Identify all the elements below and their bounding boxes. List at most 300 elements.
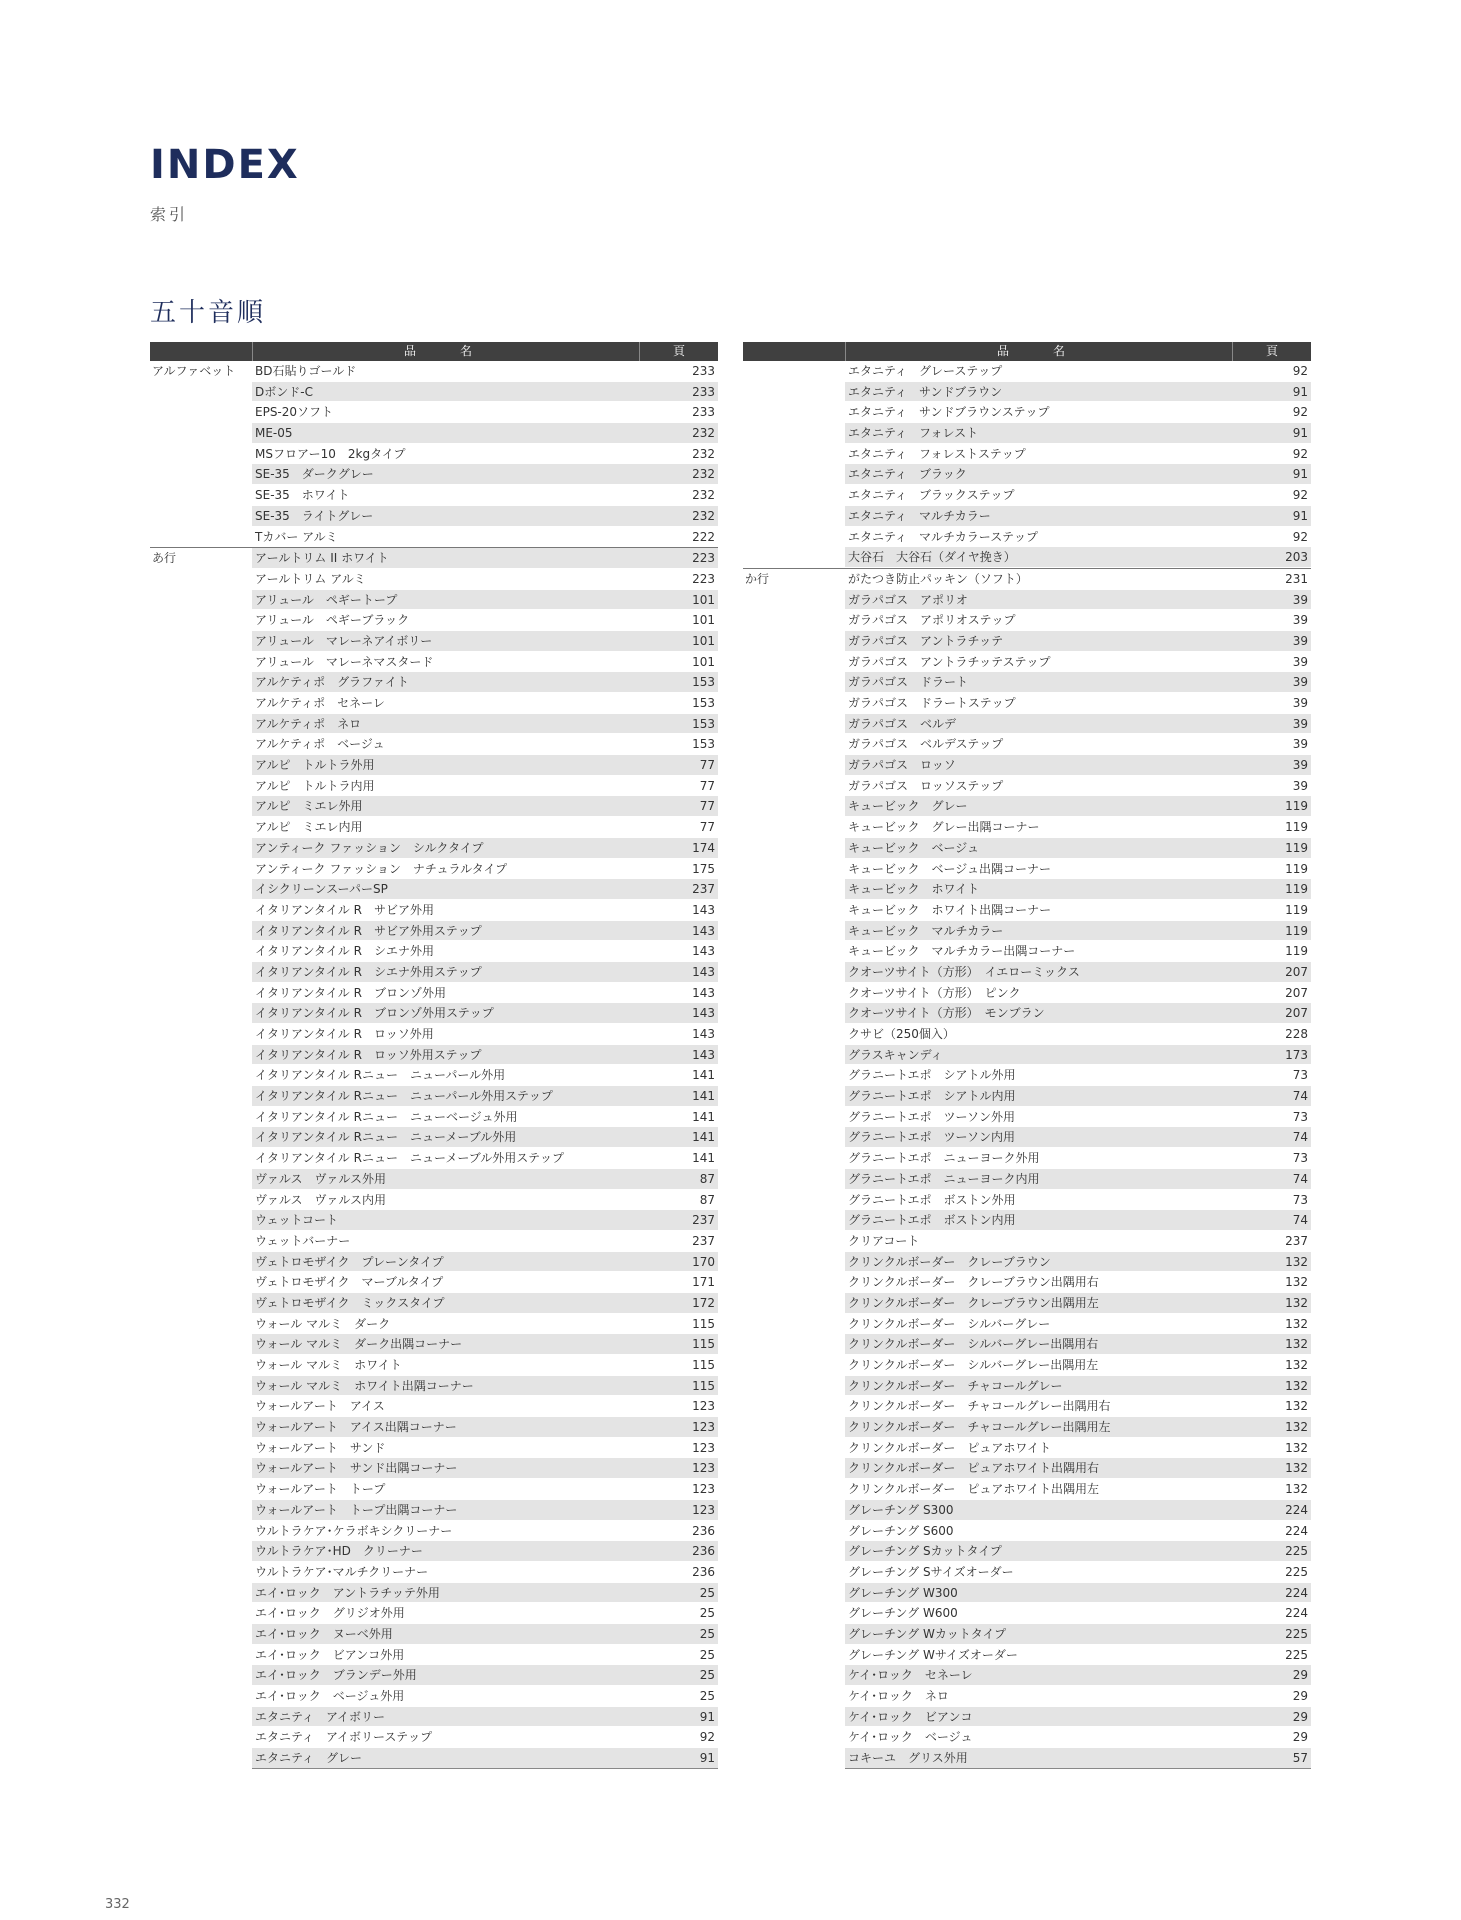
group-label — [150, 983, 252, 1004]
group-label — [150, 817, 252, 838]
item-page: 170 — [640, 1252, 718, 1273]
item-name: エイ･ロック ビアンコ外用 — [252, 1645, 640, 1666]
item-name: キュービック ホワイト — [845, 879, 1233, 900]
group-label — [150, 506, 252, 527]
item-name: キュービック グレー — [845, 796, 1233, 817]
table-row — [150, 1169, 718, 1190]
table-row — [150, 1645, 718, 1666]
item-name: BD石貼りゴールド — [252, 361, 640, 382]
table-row — [150, 838, 718, 859]
table-row — [743, 382, 1311, 403]
item-page: 57 — [1233, 1748, 1311, 1769]
item-name: ケイ･ロック ネロ — [845, 1686, 1233, 1707]
item-name: アルケティポ グラファイト — [252, 672, 640, 693]
item-name: SE-35 ホワイト — [252, 485, 640, 506]
group-label — [743, 1334, 845, 1355]
item-name: イタリアンタイル R シエナ外用 — [252, 941, 640, 962]
item-name: アリュール マレーネアイボリー — [252, 631, 640, 652]
group-label — [150, 631, 252, 652]
item-page: 172 — [640, 1293, 718, 1314]
item-name: SE-35 ライトグレー — [252, 506, 640, 527]
item-name: キュービック マルチカラー出隅コーナー — [845, 941, 1233, 962]
item-page: 29 — [1233, 1727, 1311, 1748]
item-page: 123 — [640, 1500, 718, 1521]
group-label — [743, 1148, 845, 1169]
table-row — [743, 1521, 1311, 1542]
item-page: 25 — [640, 1645, 718, 1666]
item-name: アルケティポ セネーレ — [252, 693, 640, 714]
item-name: ヴァルス ヴァルス外用 — [252, 1169, 640, 1190]
item-page: 119 — [1233, 817, 1311, 838]
item-name: エタニティ ブラックステップ — [845, 485, 1233, 506]
item-page: 141 — [640, 1148, 718, 1169]
table-row — [150, 506, 718, 527]
item-page: 74 — [1233, 1127, 1311, 1148]
item-name: ヴェトロモザイク マーブルタイプ — [252, 1272, 640, 1293]
item-page: 92 — [640, 1727, 718, 1748]
item-page: 39 — [1233, 734, 1311, 755]
table-row — [150, 444, 718, 465]
item-name: イタリアンタイル R シエナ外用ステップ — [252, 962, 640, 983]
group-label — [743, 631, 845, 652]
table-row — [150, 1334, 718, 1355]
table-row — [743, 1665, 1311, 1686]
group-label — [743, 610, 845, 631]
table-row — [743, 962, 1311, 983]
group-label — [150, 382, 252, 403]
item-page: 39 — [1233, 672, 1311, 693]
group-label — [743, 1624, 845, 1645]
group-label — [743, 776, 845, 797]
item-page: 207 — [1233, 1003, 1311, 1024]
group-label — [150, 1107, 252, 1128]
item-name: イタリアンタイル Rニュー ニューパール外用 — [252, 1065, 640, 1086]
item-page: 231 — [1233, 569, 1311, 590]
item-name: グラニートエポ ニューヨーク内用 — [845, 1169, 1233, 1190]
group-label — [150, 610, 252, 631]
item-name: クリンクルボーダー ピュアホワイト — [845, 1438, 1233, 1459]
table-row — [150, 382, 718, 403]
table-row — [150, 485, 718, 506]
item-name: ウォール マルミ ダーク — [252, 1314, 640, 1335]
item-name: ウォールアート アイス出隅コーナー — [252, 1417, 640, 1438]
group-label — [743, 527, 845, 548]
table-row — [743, 838, 1311, 859]
group-label — [743, 1252, 845, 1273]
item-page: 77 — [640, 776, 718, 797]
group-label — [743, 1045, 845, 1066]
table-row — [743, 1686, 1311, 1707]
item-name: ガラパゴス アポリオステップ — [845, 610, 1233, 631]
table-row — [743, 423, 1311, 444]
item-page: 74 — [1233, 1210, 1311, 1231]
group-label — [743, 547, 845, 568]
table-row — [150, 1500, 718, 1521]
table-row — [150, 631, 718, 652]
table-row — [150, 1541, 718, 1562]
item-page: 25 — [640, 1665, 718, 1686]
item-page: 143 — [640, 1003, 718, 1024]
table-row — [150, 1231, 718, 1252]
group-label — [743, 1190, 845, 1211]
group-label — [150, 1458, 252, 1479]
item-name: EPS-20ソフト — [252, 402, 640, 423]
item-name: グラスキャンディ — [845, 1045, 1233, 1066]
item-page: 39 — [1233, 652, 1311, 673]
item-page: 39 — [1233, 590, 1311, 611]
item-page: 236 — [640, 1521, 718, 1542]
table-row — [150, 921, 718, 942]
group-label — [150, 1314, 252, 1335]
item-name: クリンクルボーダー ピュアホワイト出隅用右 — [845, 1458, 1233, 1479]
item-name: グレーチング S300 — [845, 1500, 1233, 1521]
item-name: Tカバー アルミ — [252, 527, 640, 548]
table-row — [743, 1603, 1311, 1624]
table-row — [743, 859, 1311, 880]
item-page: 232 — [640, 485, 718, 506]
item-name: ウォール マルミ ダーク出隅コーナー — [252, 1334, 640, 1355]
header-name: 品 名 — [252, 342, 640, 361]
item-name: アンティーク ファッション ナチュラルタイプ — [252, 859, 640, 880]
item-name: ヴァルス ヴァルス内用 — [252, 1190, 640, 1211]
item-name: エタニティ フォレスト — [845, 423, 1233, 444]
item-name: グラニートエポ シアトル外用 — [845, 1065, 1233, 1086]
table-row — [743, 776, 1311, 797]
item-name: グラニートエポ ボストン内用 — [845, 1210, 1233, 1231]
item-page: 39 — [1233, 714, 1311, 735]
section-heading: 五十音順 — [150, 298, 267, 328]
item-name: エイ･ロック ベージュ外用 — [252, 1686, 640, 1707]
item-page: 143 — [640, 962, 718, 983]
item-page: 225 — [1233, 1645, 1311, 1666]
item-page: 237 — [1233, 1231, 1311, 1252]
item-page: 224 — [1233, 1583, 1311, 1604]
item-name: アルピ トルトラ外用 — [252, 755, 640, 776]
item-name: ウェットコート — [252, 1210, 640, 1231]
item-page: 119 — [1233, 900, 1311, 921]
item-page: 223 — [640, 548, 718, 569]
group-label — [743, 361, 845, 382]
item-name: グラニートエポ シアトル内用 — [845, 1086, 1233, 1107]
item-name: ガラパゴス ロッソステップ — [845, 776, 1233, 797]
table-row — [743, 590, 1311, 611]
group-label — [743, 1583, 845, 1604]
item-name: グレーチング Wカットタイプ — [845, 1624, 1233, 1645]
item-page: 25 — [640, 1624, 718, 1645]
group-label — [743, 1707, 845, 1728]
item-page: 119 — [1233, 879, 1311, 900]
item-name: グラニートエポ ツーソン外用 — [845, 1107, 1233, 1128]
table-row — [743, 527, 1311, 548]
group-label — [150, 1707, 252, 1728]
item-page: 87 — [640, 1169, 718, 1190]
table-header — [743, 342, 1311, 361]
item-name: グレーチング Sサイズオーダー — [845, 1562, 1233, 1583]
table-row — [150, 1024, 718, 1045]
item-name: エタニティ サンドブラウン — [845, 382, 1233, 403]
item-name: グレーチング S600 — [845, 1521, 1233, 1542]
item-name: エタニティ ブラック — [845, 464, 1233, 485]
group-label — [743, 1521, 845, 1542]
item-name: エタニティ マルチカラー — [845, 506, 1233, 527]
item-name: SE-35 ダークグレー — [252, 464, 640, 485]
table-row — [743, 610, 1311, 631]
item-name: クリンクルボーダー シルバーグレー — [845, 1314, 1233, 1335]
page-title: INDEX — [150, 142, 300, 188]
group-label — [743, 1086, 845, 1107]
table-row — [743, 402, 1311, 423]
item-name: ウルトラケア･HD クリーナー — [252, 1541, 640, 1562]
table-row — [150, 610, 718, 631]
item-name: ケイ･ロック ビアンコ — [845, 1707, 1233, 1728]
table-row — [743, 983, 1311, 1004]
item-name: グラニートエポ ニューヨーク外用 — [845, 1148, 1233, 1169]
table-row — [150, 1314, 718, 1335]
header-page: 頁 — [1265, 344, 1278, 358]
item-name: キュービック マルチカラー — [845, 921, 1233, 942]
group-label — [150, 402, 252, 423]
item-page: 101 — [640, 610, 718, 631]
table-row — [743, 1231, 1311, 1252]
group-label — [150, 1127, 252, 1148]
table-row — [150, 796, 718, 817]
item-name: エタニティ グレー — [252, 1748, 640, 1769]
group-label — [743, 714, 845, 735]
group-label — [743, 1727, 845, 1748]
table-row — [150, 1479, 718, 1500]
item-name: Dボンド-C — [252, 382, 640, 403]
item-page: 132 — [1233, 1314, 1311, 1335]
table-row — [743, 1169, 1311, 1190]
table-row — [150, 1148, 718, 1169]
item-page: 143 — [640, 921, 718, 942]
item-name: エイ･ロック ヌーベ外用 — [252, 1624, 640, 1645]
group-label — [150, 1231, 252, 1252]
item-name: イタリアンタイル R ロッソ外用 — [252, 1024, 640, 1045]
item-name: エイ･ロック アントラチッテ外用 — [252, 1583, 640, 1604]
table-row — [150, 1107, 718, 1128]
table-body — [150, 361, 718, 1769]
group-label — [150, 859, 252, 880]
table-row — [150, 1396, 718, 1417]
table-row — [150, 1003, 718, 1024]
table-row — [743, 1541, 1311, 1562]
table-row — [743, 1500, 1311, 1521]
group-label — [743, 859, 845, 880]
item-name: グラニートエポ ツーソン内用 — [845, 1127, 1233, 1148]
item-name: ケイ･ロック ベージュ — [845, 1727, 1233, 1748]
group-label — [743, 423, 845, 444]
item-name: キュービック ホワイト出隅コーナー — [845, 900, 1233, 921]
group-label — [743, 1003, 845, 1024]
group-label — [743, 1500, 845, 1521]
group-label — [150, 1190, 252, 1211]
item-name: ウォールアート アイス — [252, 1396, 640, 1417]
table-row — [743, 1376, 1311, 1397]
group-label — [743, 1603, 845, 1624]
item-page: 173 — [1233, 1045, 1311, 1066]
group-label — [150, 879, 252, 900]
item-name: エタニティ マルチカラーステップ — [845, 527, 1233, 548]
table-header — [150, 342, 718, 361]
group-label — [150, 1355, 252, 1376]
item-page: 123 — [640, 1417, 718, 1438]
group-label — [150, 444, 252, 465]
item-name: コキーユ グリス外用 — [845, 1748, 1233, 1769]
item-page: 153 — [640, 734, 718, 755]
item-page: 233 — [640, 402, 718, 423]
group-label — [743, 1210, 845, 1231]
group-label — [150, 1624, 252, 1645]
item-page: 141 — [640, 1086, 718, 1107]
item-page: 224 — [1233, 1521, 1311, 1542]
item-name: ガラパゴス アントラチッテステップ — [845, 652, 1233, 673]
item-name: ガラパゴス ロッソ — [845, 755, 1233, 776]
item-page: 153 — [640, 672, 718, 693]
item-name: ガラパゴス ドラートステップ — [845, 693, 1233, 714]
item-page: 92 — [1233, 444, 1311, 465]
item-page: 92 — [1233, 361, 1311, 382]
group-label — [150, 569, 252, 590]
table-row — [743, 1024, 1311, 1045]
group-label — [743, 1417, 845, 1438]
item-name: イタリアンタイル Rニュー ニューベージュ外用 — [252, 1107, 640, 1128]
item-page: 132 — [1233, 1252, 1311, 1273]
item-page: 29 — [1233, 1665, 1311, 1686]
table-row — [150, 1438, 718, 1459]
group-label — [743, 1645, 845, 1666]
header-name: 品 名 — [845, 342, 1233, 361]
item-page: 119 — [1233, 859, 1311, 880]
item-name: ガラパゴス アポリオ — [845, 590, 1233, 611]
item-name: イタリアンタイル R サビア外用ステップ — [252, 921, 640, 942]
group-label — [150, 714, 252, 735]
item-name: ウォール マルミ ホワイト — [252, 1355, 640, 1376]
item-name: アルケティポ ネロ — [252, 714, 640, 735]
table-row — [150, 776, 718, 797]
table-row — [150, 464, 718, 485]
table-row — [150, 1521, 718, 1542]
item-page: 119 — [1233, 796, 1311, 817]
group-label — [743, 1024, 845, 1045]
table-row — [743, 1707, 1311, 1728]
group-label — [150, 1500, 252, 1521]
table-row — [150, 590, 718, 611]
group-label: か行 — [745, 571, 770, 586]
group-label — [743, 1107, 845, 1128]
group-label — [743, 1065, 845, 1086]
item-page: 91 — [640, 1707, 718, 1728]
item-page: 101 — [640, 590, 718, 611]
table-row — [150, 1562, 718, 1583]
table-row — [150, 1727, 718, 1748]
group-label — [150, 1727, 252, 1748]
item-page: 132 — [1233, 1376, 1311, 1397]
group-label — [150, 796, 252, 817]
table-row — [150, 1624, 718, 1645]
item-page: 225 — [1233, 1562, 1311, 1583]
item-name: クオーツサイト（方形） ピンク — [845, 983, 1233, 1004]
item-page: 91 — [640, 1748, 718, 1769]
group-label — [150, 1748, 252, 1769]
item-page: 237 — [640, 879, 718, 900]
group-label — [743, 485, 845, 506]
table-row — [150, 1355, 718, 1376]
item-name: イタリアンタイル Rニュー ニューメーブル外用ステップ — [252, 1148, 640, 1169]
group-label — [150, 672, 252, 693]
item-name: ガラパゴス アントラチッテ — [845, 631, 1233, 652]
group-label — [743, 402, 845, 423]
table-row — [150, 1190, 718, 1211]
group-label — [743, 506, 845, 527]
table-row — [743, 631, 1311, 652]
item-name: ガラパゴス ドラート — [845, 672, 1233, 693]
group-label — [150, 734, 252, 755]
table-row — [150, 1272, 718, 1293]
group-label — [150, 1148, 252, 1169]
item-page: 87 — [640, 1190, 718, 1211]
item-page: 115 — [640, 1355, 718, 1376]
item-name: ウォール マルミ ホワイト出隅コーナー — [252, 1376, 640, 1397]
group-label — [150, 1417, 252, 1438]
table-row — [743, 1355, 1311, 1376]
item-name: エタニティ アイボリーステップ — [252, 1727, 640, 1748]
item-page: 232 — [640, 464, 718, 485]
item-name: キュービック グレー出隅コーナー — [845, 817, 1233, 838]
item-page: 132 — [1233, 1355, 1311, 1376]
table-row — [743, 547, 1311, 568]
table-row — [150, 1665, 718, 1686]
item-page: 132 — [1233, 1334, 1311, 1355]
group-label — [150, 776, 252, 797]
group-label — [743, 1355, 845, 1376]
item-name: クリンクルボーダー チャコールグレー出隅用左 — [845, 1417, 1233, 1438]
table-row — [743, 693, 1311, 714]
item-page: 132 — [1233, 1272, 1311, 1293]
item-name: アリュール マレーネマスタード — [252, 652, 640, 673]
item-page: 39 — [1233, 776, 1311, 797]
item-name: グレーチング W300 — [845, 1583, 1233, 1604]
group-label — [743, 444, 845, 465]
item-page: 91 — [1233, 382, 1311, 403]
table-row — [743, 1190, 1311, 1211]
item-name: ヴェトロモザイク プレーンタイプ — [252, 1252, 640, 1273]
table-row — [150, 1127, 718, 1148]
page-subtitle: 索引 — [150, 205, 189, 224]
group-label — [150, 1686, 252, 1707]
item-name: ガラパゴス ベルデ — [845, 714, 1233, 735]
group-label — [743, 1396, 845, 1417]
item-page: 141 — [640, 1127, 718, 1148]
table-row — [743, 444, 1311, 465]
group-label — [150, 900, 252, 921]
item-name: ウルトラケア･マルチクリーナー — [252, 1562, 640, 1583]
item-name: クオーツサイト（方形） イエローミックス — [845, 962, 1233, 983]
item-page: 39 — [1233, 755, 1311, 776]
page-number: 332 — [105, 1897, 130, 1912]
table-row — [150, 423, 718, 444]
item-name: エイ･ロック グリジオ外用 — [252, 1603, 640, 1624]
table-row — [150, 1603, 718, 1624]
group-label — [743, 652, 845, 673]
item-page: 29 — [1233, 1686, 1311, 1707]
table-row — [743, 1314, 1311, 1335]
group-label — [743, 1314, 845, 1335]
table-row — [150, 941, 718, 962]
group-label — [150, 1334, 252, 1355]
table-row — [150, 652, 718, 673]
table-row — [743, 755, 1311, 776]
